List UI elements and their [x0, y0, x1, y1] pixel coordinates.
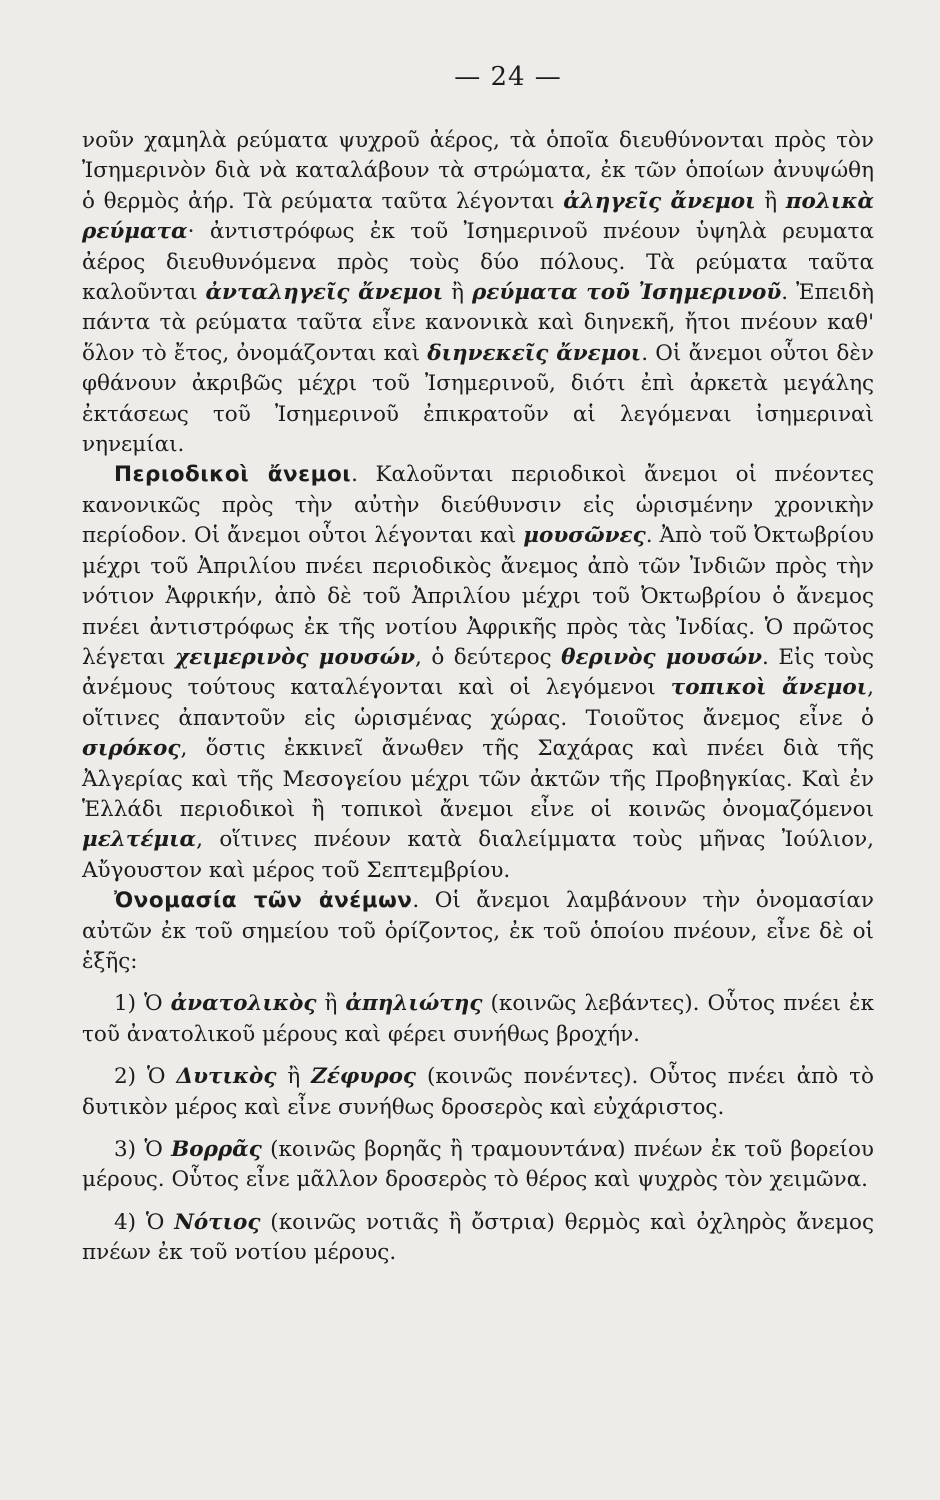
text-run: . Ἐπειδὴ πάντα τὰ ρεύματα ταῦτα εἶνε κανονικὰ καὶ διηνεκῆ, ἤτοι πνέουν καθ' ὅλον τὸ ἔτος, ὀνομάζονται καὶ: [82, 280, 874, 366]
text-run: (κοινῶς λεβάντες). Οὗτος πνέει ἐκ τοῦ ἀνατολικοῦ μέρους καὶ φέρει συνήθως βροχήν.: [82, 991, 875, 1047]
term-local-winds: τοπικοὶ ἄνεμοι: [670, 675, 868, 701]
text-run: . Καλοῦνται περιοδικοὶ ἄνεμοι οἱ πνέοντες κανονικῶς πρὸς τὴν αὐτὴν διεύθυνσιν εἰς ὡρισμένην χρονικὴν περίοδον. Οἱ ἄνεμοι οὗτοι λέγονται καὶ: [82, 462, 874, 549]
text-run: (κοινῶς πονέντες). Οὗτος πνέει ἀπὸ τὸ δυτικὸν μέρος καὶ εἶνε συνήθως δροσερὸς καὶ εὐχάριστος.: [82, 1064, 874, 1120]
paragraph-trade-winds: [82, 126, 874, 460]
text-run: , ὅστις ἐκκινεῖ ἄνωθεν τῆς Σαχάρας καὶ πνέει διὰ τῆς Ἀλγερίας καὶ τῆς Μεσογείου μέχρι τῶν ἀκτῶν τῆς Προβηγκίας. Καὶ ἐν Ἑλλάδι περιοδικοὶ ἢ τοπικοὶ ἄνεμοι εἶνε οἱ κοινῶς ὀνομαζόμενοι: [82, 736, 874, 822]
paragraph-periodic-winds: [82, 460, 874, 886]
text-run: , ὁ δεύτερος: [415, 644, 562, 670]
text-run: Ὁ: [147, 1064, 177, 1090]
page-number: — 24 —: [454, 62, 562, 92]
wind-alt-name: Ζέφυρος: [311, 1064, 417, 1090]
text-run: (κοινῶς βορηᾶς ἢ τραμουντάνα) πνέων ἐκ τοῦ βορείου μέρους. Οὗτος εἶνε μᾶλλον δροσερὸς τὸ θέρος καὶ ψυχρὸς τὸν χειμῶνα.: [82, 1137, 874, 1193]
term-polika-reumata: πολικὰ ρεύματα: [82, 188, 874, 245]
term-winter-monsoon: χειμερινὸς μουσών: [175, 644, 415, 670]
term-sirocco: σιρόκος: [82, 736, 181, 762]
text-run: ἢ: [276, 1064, 312, 1090]
text-run: ἢ: [316, 991, 346, 1017]
term-reumata-isimerinou: ρεύματα τοῦ Ἰσημερινοῦ: [472, 280, 782, 306]
text-run: ἢ: [443, 280, 472, 306]
term-summer-monsoon: θερινὸς μουσών: [561, 644, 763, 670]
list-number: 1): [114, 991, 145, 1017]
term-antaligeis: ἀνταληγεῖς ἄνεμοι: [205, 280, 444, 306]
wind-name: Δυτικὸς: [176, 1064, 277, 1090]
text-run: νοῦν χαμηλὰ ρεύματα ψυχροῦ ἀέρος, τὰ ὁποῖα διευθύνονται πρὸς τὸν Ἰσημερινὸν διὰ νὰ καταλάβουν τὰ στρώματα, ἐκ τῶν ὁποίων ἀνυψώθη ὁ θερμὸς ἀήρ. Τὰ ρεύματα ταῦτα λέγονται: [82, 128, 874, 214]
list-item: [82, 1208, 874, 1269]
text-run: , οἵτινες πνέουν κατὰ διαλείμματα τοὺς μῆνας Ἰούλιον, Αὔγουστον καὶ μέρος τοῦ Σεπτεμβρίου.: [82, 827, 874, 883]
wind-name: Νότιος: [174, 1209, 261, 1235]
list-item: [82, 1062, 874, 1123]
section-heading-names: Ὀνομασία τῶν ἀνέμων: [114, 888, 413, 914]
term-meltemia: μελτέμια: [82, 827, 197, 853]
term-diinekeis: διηνεκεῖς ἄνεμοι: [427, 340, 642, 366]
text-run: . Ἀπὸ τοῦ Ὀκτωβρίου μέχρι τοῦ Ἀπριλίου πνέει περιοδικὸς ἄνεμος ἀπὸ τῶν Ἰνδιῶν πρὸς τὴν νότιον Ἀφρικήν, ἀπὸ δὲ τοῦ Ἀπριλίου μέχρι τοῦ Ὀκτωβρίου ὁ ἄνεμος πνέει ἀντιστρόφως ἐκ τῆς νοτίου Ἀφρικῆς πρὸς τὰς Ἰνδίας. Ὁ πρῶτος λέγεται: [82, 523, 874, 670]
list-number: 3): [114, 1137, 145, 1162]
wind-name: ἀνατολικὸς: [170, 991, 317, 1017]
paragraph-wind-names: [82, 886, 874, 977]
text-run: , οἵτινες ἀπαντοῦν εἰς ὡρισμένας χώρας. Τοιοῦτος ἄνεμος εἶνε ὁ: [82, 675, 874, 731]
text-run: · ἀντιστρόφως ἐκ τοῦ Ἰσημερινοῦ πνέουν ὑψηλὰ ρευματα ἀέρος διευθυνόμενα πρὸς τοὺς δύο πόλους. Τὰ ρεύματα ταῦτα καλοῦνται: [82, 219, 874, 306]
wind-name: Βορρᾶς: [171, 1137, 262, 1162]
wind-alt-name: ἀπηλιώτης: [345, 991, 483, 1017]
text-run: . Εἰς τοὺς ἀνέμους τούτους καταλέγονται καὶ οἱ λεγόμενοι: [82, 644, 874, 701]
list-number: 4): [114, 1209, 146, 1235]
text-run: ἢ: [755, 188, 786, 214]
text-run: . Οἱ ἄνεμοι οὗτοι δὲν φθάνουν ἀκριβῶς μέχρι τοῦ Ἰσημερινοῦ, διότι ἐπὶ ἀρκετὰ μεγάλης ἐκτάσεως τοῦ Ἰσημερινοῦ ἐπικρατοῦν αἱ λεγόμεναι ἰσημεριναὶ νηνεμίαι.: [82, 340, 874, 458]
text-run: . Οἱ ἄνεμοι λαμβάνουν τὴν ὀνομασίαν αὐτῶν ἐκ τοῦ σημείου τοῦ ὁρίζοντος, ἐκ τοῦ ὁποίου πνέουν, εἶνε δὲ οἱ ἑξῆς:: [82, 888, 874, 974]
list-item: [82, 1135, 874, 1196]
body-text: [82, 126, 874, 1269]
list-item: [82, 989, 874, 1050]
text-run: (κοινῶς νοτιᾶς ἢ ὄστρια) θερμὸς καὶ ὀχληρὸς ἄνεμος πνέων ἐκ τοῦ νοτίου μέρους.: [82, 1209, 874, 1266]
text-run: Ὁ: [144, 991, 171, 1017]
text-run: Ὁ: [144, 1137, 172, 1162]
section-heading-periodic: Περιοδικοὶ ἄνεμοι: [114, 462, 352, 488]
text-run: Ὁ: [145, 1209, 175, 1235]
term-mousones: μουσῶνες: [523, 523, 646, 549]
list-number: 2): [114, 1064, 147, 1090]
term-aligeis: ἀληγεῖς ἄνεμοι: [563, 188, 756, 214]
